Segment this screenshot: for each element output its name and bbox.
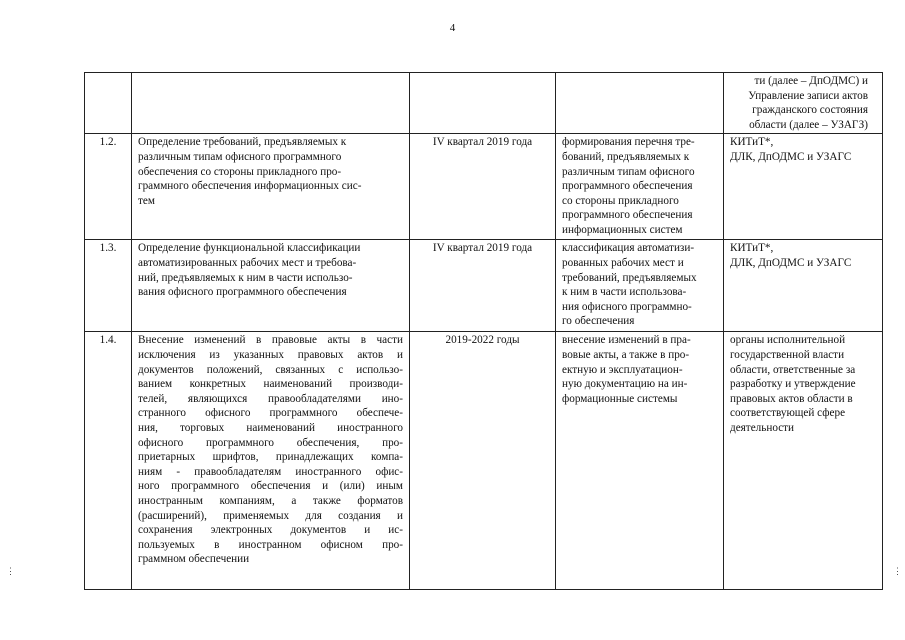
text-line: ного программного обеспечения и (или) иным	[138, 480, 403, 493]
text-line: формационные системы	[562, 392, 678, 405]
table-row	[85, 332, 883, 590]
text-line: требований, предъявляемых	[562, 271, 697, 284]
text-line: ванием конкретных наименований производи-	[138, 378, 403, 391]
text-line: ДЛК, ДпОДМС и УЗАГС	[730, 150, 852, 163]
text-line: соответствующей сфере	[730, 407, 846, 420]
text-line: бований, предъявляемых к	[562, 150, 690, 163]
text-line: со стороны прикладного	[562, 194, 679, 207]
text-line: государственной власти	[730, 348, 845, 361]
text-line: телей, являющихся правообладателями ино-	[138, 392, 403, 405]
plan-table	[84, 72, 883, 590]
task-cell	[132, 240, 410, 332]
text-line: офисного программного обеспечения, про-	[138, 436, 403, 449]
text-line: классификация автоматизи-	[562, 242, 695, 255]
text-line: внесение изменений в пра-	[562, 334, 691, 347]
text-line: ния, торговых наименований иностранного	[138, 421, 403, 434]
task-cell	[132, 134, 410, 240]
text-line: пользуемых в иностранном офисном про-	[138, 538, 403, 551]
text-line: программного обеспечения	[562, 180, 693, 193]
text-line: области (далее – УЗАГЗ)	[749, 118, 868, 131]
cell-num-empty	[85, 73, 132, 134]
table-row	[85, 134, 883, 240]
text-line: ния офисного программно-	[562, 300, 692, 313]
text-line: ниям - правообладателям иностранного офис-	[138, 465, 403, 478]
result-cell	[556, 134, 724, 240]
cell-deadline-empty	[410, 73, 556, 134]
text-line: Определение функциональной классификации	[138, 242, 361, 255]
text-line: вания офисного программного обеспечения	[138, 286, 347, 299]
text-line: рованных рабочих мест и	[562, 256, 684, 269]
text-line: ную документацию на ин-	[562, 378, 688, 391]
deadline-cell: IV квартал 2019 года	[410, 240, 556, 332]
row-number: 1.4.	[85, 332, 132, 590]
text-line: Определение требований, предъявляемых к	[138, 136, 347, 149]
text-line: (расширений), применяемых для создания и	[138, 509, 403, 522]
scan-edge-mark-right: ⋮	[893, 566, 902, 576]
text-line: обеспечения со стороны прикладного про-	[138, 165, 342, 178]
text-line: ектную и эксплуатацион-	[562, 363, 683, 376]
text-line: документов положений, связанных с использо-	[138, 363, 403, 376]
page-number: 4	[449, 22, 456, 34]
text-line: КИТиТ*,	[730, 136, 774, 149]
text-line: органы исполнительной	[730, 334, 846, 347]
cell-responsible-continuation	[724, 73, 883, 134]
result-cell	[556, 332, 724, 590]
table-row	[85, 240, 883, 332]
text-line: иностранным компаниям, а также форматов	[138, 494, 403, 507]
text-line: граммном обеспечении	[138, 553, 250, 566]
cell-result-empty	[556, 73, 724, 134]
text-line: автоматизированных рабочих мест и требова-	[138, 256, 357, 269]
scan-edge-mark-left: ⋮	[6, 566, 15, 576]
cell-task-empty	[132, 73, 410, 134]
text-line: Внесение изменений в правовые акты в части	[138, 334, 403, 347]
text-line: формирования перечня тре-	[562, 136, 695, 149]
responsible-cell	[724, 134, 883, 240]
text-line: го обеспечения	[562, 315, 635, 328]
text-line: программного обеспечения	[562, 209, 693, 222]
text-line: тем	[138, 194, 155, 207]
row-number: 1.2.	[85, 134, 132, 240]
text-line: вовые акты, а также в про-	[562, 348, 690, 361]
text-line: странного офисного программного обеспече-	[138, 407, 403, 420]
text-line: приетарных шрифтов, принадлежащих компа-	[138, 451, 403, 464]
deadline-cell: 2019-2022 годы	[410, 332, 556, 590]
text-line: ДЛК, ДпОДМС и УЗАГС	[730, 256, 852, 269]
text-line: к ним в части использова-	[562, 286, 687, 299]
text-line: различным типам офисного	[562, 165, 695, 178]
responsible-cell	[724, 240, 883, 332]
text-line: граммного обеспечения информационных сис-	[138, 180, 362, 193]
table-row-continuation	[85, 73, 883, 134]
text-line: разработку и утверждение	[730, 378, 856, 391]
text-line: области, ответственные за	[730, 363, 856, 376]
text-line: Управление записи актов	[748, 89, 868, 102]
row-number: 1.3.	[85, 240, 132, 332]
task-cell	[132, 332, 410, 590]
text-line: деятельности	[730, 421, 795, 434]
text-line: сохранения электронных документов и ис-	[138, 524, 403, 537]
result-cell	[556, 240, 724, 332]
responsible-cell	[724, 332, 883, 590]
text-line: различным типам офисного программного	[138, 150, 342, 163]
text-line: ти (далее – ДпОДМС) и	[754, 75, 868, 87]
text-line: исключения из указанных правовых актов и	[138, 348, 403, 361]
text-line: гражданского состояния	[752, 104, 868, 117]
deadline-cell: IV квартал 2019 года	[410, 134, 556, 240]
text-line: информационных систем	[562, 223, 683, 236]
text-line: ний, предъявляемых к ним в части использо-	[138, 271, 353, 284]
text-line: правовых актов области в	[730, 392, 853, 405]
text-line: КИТиТ*,	[730, 242, 774, 255]
